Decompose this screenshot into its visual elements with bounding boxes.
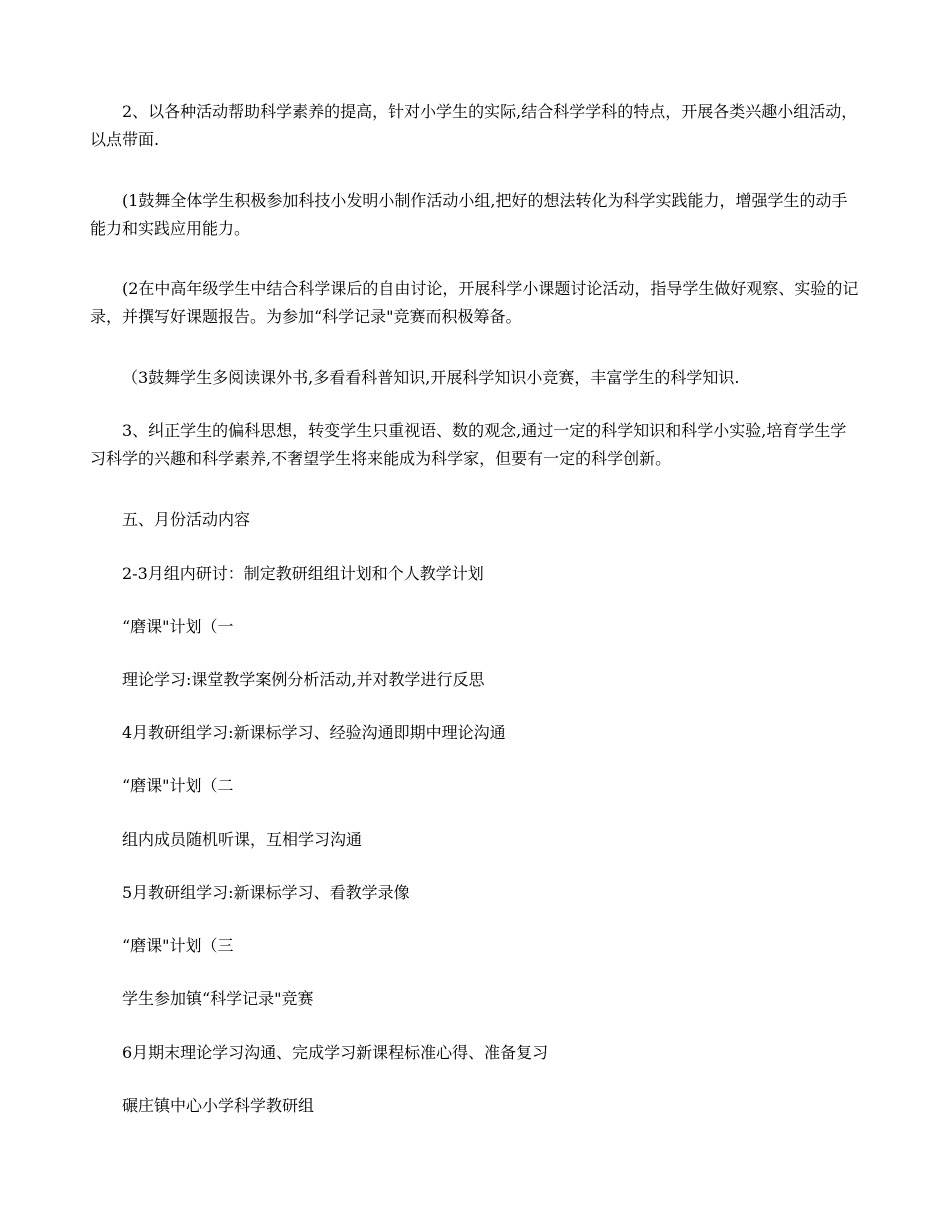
paragraph-point-3: 3、纠正学生的偏科思想，转变学生只重视语、数的观念,通过一定的科学知识和科学小实验,培育学生学习科学的兴趣和科学素养,不奢望学生将来能成为科学家，但要有一定的科学创新。: [90, 421, 847, 468]
paragraph-item-3: （3鼓舞学生多阅读课外书,多看看科普知识,开展科学知识小竞赛，丰富学生的科学知识.: [122, 368, 740, 387]
list-item: 6月期末理论学习沟通、完成学习新课程标准心得、准备复习: [122, 1043, 549, 1062]
list-item: 理论学习:课堂教学案例分析活动,并对教学进行反思: [122, 670, 485, 689]
list-item: “磨课"计划（一: [122, 617, 234, 636]
paragraph-item-2: (2在中高年级学生中结合科学课后的自由讨论，开展科学小课题讨论活动，指导学生做好观察、实验的记录，并撰写好课题报告。为参加“科学记录"竞赛而积极筹备。: [90, 279, 859, 326]
list-item: 学生参加镇“科学记录"竞赛: [122, 989, 314, 1008]
list-item: 组内成员随机听课，互相学习沟通: [122, 830, 363, 849]
list-item: “磨课"计划（二: [122, 776, 234, 795]
document-signature: 碾庄镇中心小学科学教研组: [122, 1096, 315, 1115]
paragraph-activities-intro: 2、以各种活动帮助科学素养的提高，针对小学生的实际,结合科学学科的特点，开展各类兴趣小组活动，以点带面.: [90, 102, 858, 149]
section-heading-monthly-activities: 五、月份活动内容: [122, 510, 251, 529]
list-item: 4月教研组学习:新课标学习、经验沟通即期中理论沟通: [122, 723, 506, 742]
list-item: 2-3月组内研讨：制定教研组组计划和个人教学计划: [122, 564, 484, 583]
list-item: “磨课"计划（三: [122, 936, 234, 955]
paragraph-item-1: (1鼓舞全体学生积极参加科技小发明小制作活动小组,把好的想法转化为科学实践能力，增强学生的动手能力和实践应用能力。: [90, 191, 848, 238]
list-item: 5月教研组学习:新课标学习、看教学录像: [122, 883, 410, 902]
